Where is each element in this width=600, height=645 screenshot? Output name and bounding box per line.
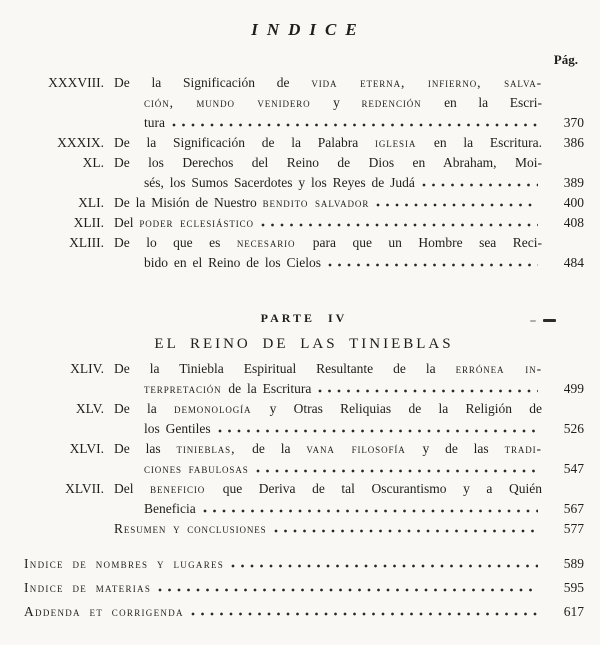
entry-text: Indice de nombres y lugares: [24, 556, 225, 571]
toc-row: [24, 419, 584, 439]
dot-leader: [218, 429, 538, 433]
chapter-numeral: XXXIX.: [57, 135, 104, 150]
page-number: 547: [563, 461, 584, 476]
chapter-numeral: XLIII.: [69, 235, 104, 250]
page-number: 499: [563, 381, 584, 396]
entry-text: Beneficia: [144, 501, 196, 516]
chapter-numeral: XXXVIII.: [48, 75, 104, 90]
entry-text: De la demonología y Otras Reliquias de la Religión de: [114, 401, 543, 416]
part-heading: PARTE IV: [260, 311, 348, 325]
page-number: 589: [563, 556, 584, 571]
chapter-numeral: XL.: [82, 155, 104, 170]
toc-row: [24, 379, 584, 399]
toc-row: [24, 552, 584, 576]
toc-row: [24, 519, 584, 539]
entry-text: los Gentiles: [144, 421, 211, 436]
entry-text: Resumen y conclusiones: [114, 521, 267, 536]
page-number: 577: [563, 521, 584, 536]
entry-text: bido en el Reino de los Cielos: [144, 255, 321, 270]
chapter-numeral: XLVII.: [65, 481, 104, 496]
toc-row: [24, 133, 584, 153]
toc-row: [24, 359, 584, 379]
toc-row: [24, 253, 584, 273]
dot-leader: [376, 203, 538, 207]
dot-leader: [261, 223, 538, 227]
entry-text: ción, mundo venidero y redención en la Escri-: [144, 95, 542, 110]
dot-leader: [274, 529, 538, 533]
stray-pencil-mark: [543, 319, 556, 322]
entry-text: De los Derechos del Reino de Dios en Abraham, Moi-: [114, 155, 542, 170]
toc-row: [24, 193, 584, 213]
page-number: 400: [563, 195, 584, 210]
entry-text: sés, los Sumos Sacerdotes y los Reyes de Judá: [144, 175, 415, 190]
stray-pencil-mark: [530, 320, 536, 322]
chapter-numeral: XLVI.: [69, 441, 104, 456]
toc-row: [24, 213, 584, 233]
dot-leader: [158, 588, 538, 592]
toc-backmatter: [24, 552, 584, 624]
page-number: 617: [563, 604, 584, 619]
chapter-numeral: XLII.: [73, 215, 104, 230]
entry-text: tura: [144, 115, 165, 130]
toc-part4: [24, 359, 584, 539]
page-number: 567: [563, 501, 584, 516]
dot-leader: [172, 123, 538, 127]
toc-row: [24, 459, 584, 479]
entry-text: terpretación de la Escritura: [144, 381, 312, 396]
entry-text: De lo que es necesario para que un Hombre sea Reci-: [114, 235, 542, 250]
toc-row: [24, 93, 584, 113]
entry-text: De la Significación de vida eterna, infierno, salva-: [114, 75, 542, 90]
part-divider: [24, 311, 584, 354]
toc-row: [24, 479, 584, 499]
dot-leader: [256, 469, 538, 473]
toc-row: [24, 153, 584, 173]
page-number: 484: [563, 255, 584, 270]
toc-row: [24, 439, 584, 459]
toc-part3: [24, 73, 584, 273]
page-title: INDICE: [251, 20, 366, 39]
dot-leader: [203, 509, 538, 513]
toc-row: [24, 600, 584, 624]
page-number: 370: [563, 115, 584, 130]
dot-leader: [328, 263, 538, 267]
dot-leader: [191, 612, 538, 616]
page-column-label: Pág.: [553, 52, 578, 67]
toc-row: [24, 399, 584, 419]
entry-text: De las tinieblas, de la vana filosofía y de las tradi-: [114, 441, 542, 456]
toc-row: [24, 173, 584, 193]
page-number: 408: [563, 215, 584, 230]
entry-text: De la Misión de Nuestro bendito salvador: [114, 195, 370, 210]
page-number: 389: [563, 175, 584, 190]
chapter-numeral: XLV.: [75, 401, 104, 416]
toc-row: [24, 73, 584, 93]
part-title: EL REINO DE LAS TINIEBLAS: [154, 336, 454, 352]
entry-text: Del poder eclesiástico: [114, 215, 254, 230]
chapter-numeral: XLIV.: [70, 361, 104, 376]
toc-row: [24, 113, 584, 133]
entry-text: De la Tiniebla Espiritual Resultante de la errónea in-: [114, 361, 542, 376]
page-number: 526: [563, 421, 584, 436]
entry-text: Addenda et corrigenda: [24, 604, 184, 619]
page-number: 595: [563, 580, 584, 595]
dot-leader: [231, 564, 538, 568]
entry-text: De la Significación de la Palabra iglesia en la Escritura.: [114, 135, 542, 150]
toc-row: [24, 576, 584, 600]
chapter-numeral: XLI.: [78, 195, 104, 210]
dot-leader: [422, 183, 538, 187]
entry-text: Del beneficio que Deriva de tal Oscurantismo y a Quién: [114, 481, 542, 496]
entry-text: Indice de materias: [24, 580, 152, 595]
dot-leader: [318, 389, 538, 393]
toc-row: [24, 233, 584, 253]
entry-text: ciones fabulosas: [144, 461, 249, 476]
page-number: 386: [563, 135, 584, 150]
toc-row: [24, 499, 584, 519]
